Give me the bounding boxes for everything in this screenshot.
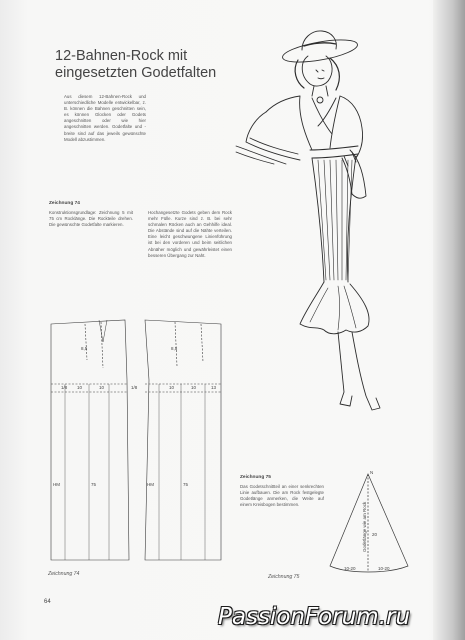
- front-hm-label: HM: [53, 482, 60, 487]
- front-length-label: 75: [91, 482, 97, 487]
- hip-label-2: 10: [77, 385, 83, 390]
- hip-label-7: 13: [211, 385, 217, 390]
- page-number: 64: [44, 599, 51, 605]
- caption-74: Zeichnung 74: [48, 571, 80, 577]
- section-75-text: Das Godetschnittteil an einer senkrechten Linie aufbauen. Die am Rock festgelegte Godetlänge anmerken, die Weite auf einem Kreisbogen bestimmen.: [240, 484, 324, 508]
- section-74-text-col1: Konstruktionsgrundlage: Zeichnung 5 mit 75 cm Rocklänge. Die Rockteile drehen. Die gewünschte Godetfalte markieren.: [49, 210, 133, 228]
- back-length-label: 75: [183, 482, 189, 487]
- blouse: [266, 96, 363, 158]
- skirt-hem: [300, 282, 369, 334]
- hip-label-4: 1/8: [131, 385, 138, 390]
- godet-apex-label: N: [370, 470, 374, 475]
- intro-paragraph: Aus diesem 12-Bahnen-Rock und unterschiedliche Modelle entwickelbar, z. B. können die Bahnen geschnitten sein, es können Glocken oder Godets angeschnitten oder wie hier angeschnitten werden. Godetfalte und -breite sind auf das jeweils gewünschte Modell abzustimmen.: [64, 94, 146, 142]
- legs: [338, 332, 380, 410]
- draft-74-back-outline: [145, 320, 221, 560]
- draft-74: [45, 320, 225, 560]
- draft-75: [322, 470, 422, 580]
- hip-label-5: 10: [169, 385, 175, 390]
- godet-inner-label: 20: [372, 532, 378, 537]
- section-75-heading: Zeichnung 75: [240, 475, 271, 480]
- dart-label-2: 8,5: [171, 346, 178, 351]
- godet-bottom-right: 10-20: [378, 566, 390, 571]
- godet-outline: [330, 474, 408, 572]
- draft-74-front-outline: [51, 320, 129, 560]
- skirt: [312, 156, 356, 282]
- hat-brim: [281, 36, 359, 67]
- section-74-heading: Zeichnung 74: [49, 201, 80, 206]
- necklace-icon: [317, 97, 323, 103]
- hip-label-3: 10: [99, 385, 105, 390]
- sash: [310, 146, 366, 198]
- caption-75: Zeichnung 75: [268, 574, 300, 580]
- page-title-line-2: eingesetzten Godetfalten: [55, 64, 217, 81]
- godet-bottom-left: 10-20: [344, 566, 356, 571]
- hip-label-1: 1/8: [61, 385, 68, 390]
- back-hm-label: HM: [147, 482, 154, 487]
- page-title-line-1: 12-Bahnen-Rock mit: [55, 47, 188, 64]
- watermark-text: PassionForum.ru: [218, 604, 411, 630]
- section-74-text-col2: Hochangesetzte Godets geben dem Rock mehr Fülle. Kurze sind z. B. bei sehr schmalen Röcken auch an Gehhilfe ideal. Die Abstände sind auf die Nähte verteilen. Eine leicht geschwungene Linienführung ist bei den vorderen und beim seitlichen Abnäher möglich und gewährleistet einen besseren Übergang zur Naht.: [148, 210, 232, 258]
- godet-center-label: Godetlänge wie am Rock: [362, 501, 367, 552]
- hip-label-6: 10: [191, 385, 197, 390]
- dart-label-1: 8,5: [81, 346, 88, 351]
